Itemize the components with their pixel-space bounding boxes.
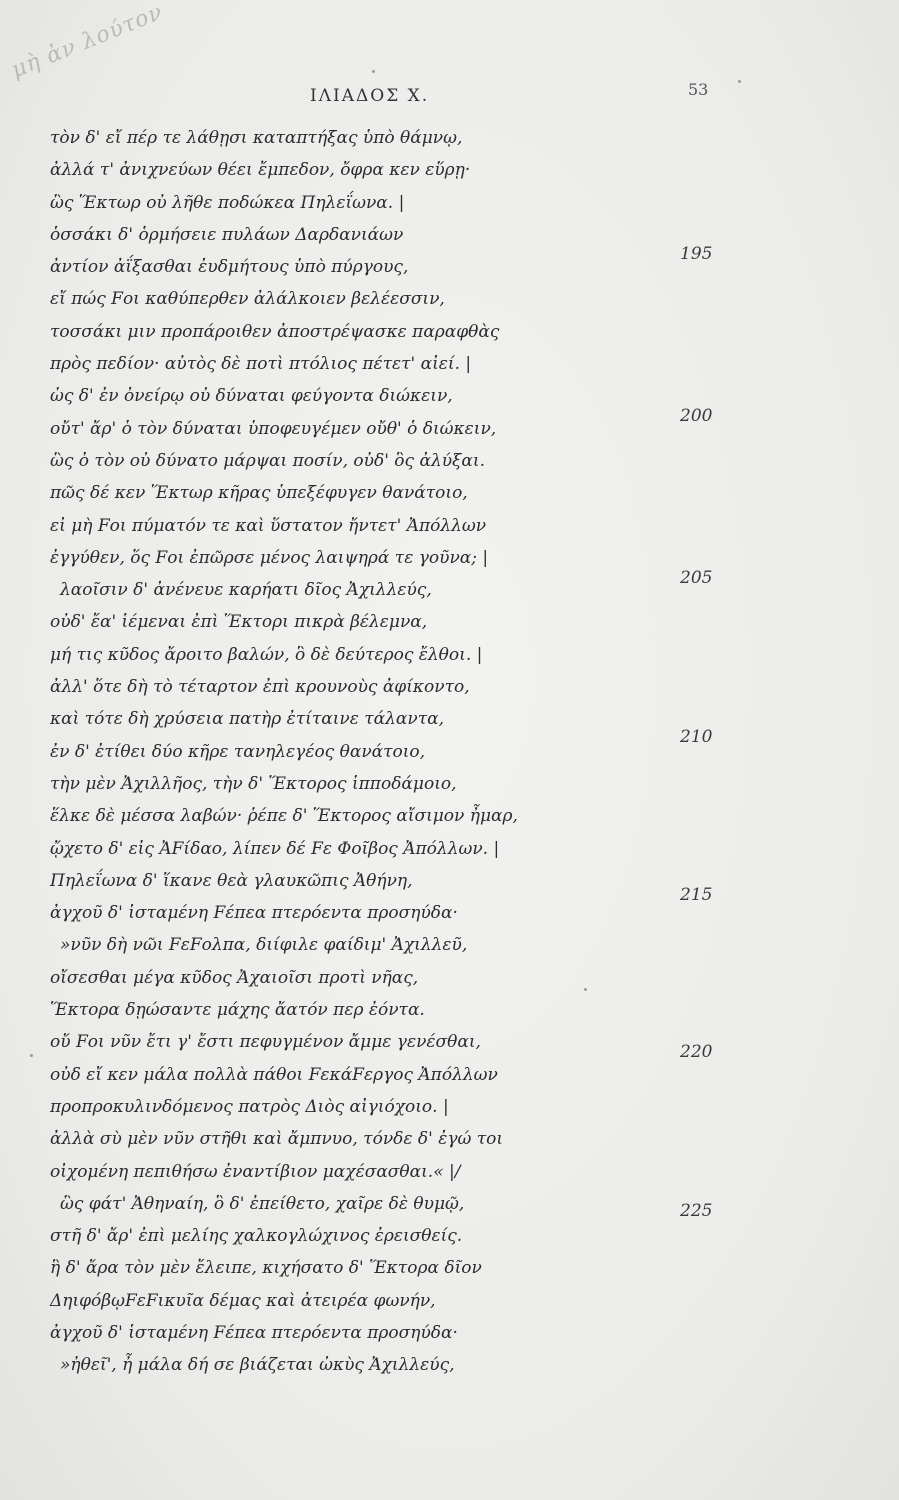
- verse-line: πρὸς πεδίον· αὐτὸς δὲ ποτὶ πτόλιος πέτετ' αἰεί. |: [50, 354, 472, 375]
- verse-line: ἐγγύθεν, ὅς Fοι ἐπῶρσε μένος λαιψηρά τε γοῦνα; |: [50, 547, 489, 568]
- line-number: 205: [680, 568, 713, 588]
- verse-line: ὣς φάτ' Ἀθηναίη, ὃ δ' ἐπείθετο, χαῖρε δὲ θυμῷ,: [60, 1193, 465, 1214]
- verse-line: »ἠθεῖ', ἦ μάλα δή σε βιάζεται ὠκὺς Ἀχιλλεύς,: [60, 1355, 455, 1376]
- verse-line: ἀλλὰ σὺ μὲν νῦν στῆθι καὶ ἄμπνυο, τόνδε δ' ἐγώ τοι: [50, 1129, 504, 1150]
- verse-line: εἴ πώς Fοι καθύπερθεν ἀλάλκοιεν βελέεσσιν,: [50, 289, 445, 310]
- verse-line: ὁσσάκι δ' ὁρμήσειε πυλάων Δαρδανιάων: [50, 224, 404, 245]
- verse-line: ἐν δ' ἐτίθει δύο κῆρε τανηλεγέος θανάτοιο,: [50, 741, 426, 762]
- verse-line: ἀντίον ἀΐξασθαι ἐυδμήτους ὑπὸ πύργους,: [50, 257, 409, 278]
- verse-line: τὴν μὲν Ἀχιλλῆος, τὴν δ' Ἕκτορος ἱπποδάμοιο,: [50, 773, 457, 794]
- line-number: 225: [680, 1201, 713, 1221]
- verse-line: οἰχομένη πεπιθήσω ἐναντίβιον μαχέσασθαι.« |/: [50, 1161, 461, 1182]
- line-number: 195: [680, 244, 713, 264]
- verse-line: ἀλλά τ' ἀνιχνεύων θέει ἔμπεδον, ὄφρα κεν εὕρῃ·: [50, 160, 471, 181]
- verse-line: Πηλεΐωνα δ' ἵκανε θεὰ γλαυκῶπις Ἀθήνη,: [50, 870, 413, 891]
- verse-line: καὶ τότε δὴ χρύσεια πατὴρ ἐτίταινε τάλαντα,: [50, 709, 445, 730]
- verse-line: προπροκυλινδόμενος πατρὸς Διὸς αἰγιόχοιο. |: [50, 1096, 449, 1117]
- verse-line: τοσσάκι μιν προπάροιθεν ἀποστρέψασκε παραφθὰς: [50, 321, 500, 342]
- verse-line: ἕλκε δὲ μέσσα λαβών· ῥέπε δ' Ἕκτορος αἴσιμον ἦμαρ,: [50, 806, 518, 827]
- page-number: 53: [688, 80, 709, 99]
- verse-line: οὔ Fοι νῦν ἔτι γ' ἔστι πεφυγμένον ἄμμε γενέσθαι,: [50, 1032, 481, 1053]
- verse-line: οὔτ' ἄρ' ὁ τὸν δύναται ὑποφευγέμεν οὔθ' ὁ διώκειν,: [50, 418, 497, 439]
- verse-line: μή τις κῦδος ἄροιτο βαλών, ὃ δὲ δεύτερος ἔλθοι. |: [50, 644, 483, 665]
- verse-line: »νῦν δὴ νῶι FεFολπα, διίφιλε φαίδιμ' Ἀχιλλεῦ,: [60, 935, 468, 956]
- verse-line: ἀγχοῦ δ' ἱσταμένη Fέπεα πτερόεντα προσηύδα·: [50, 1322, 458, 1343]
- verse-line: λαοῖσιν δ' ἀνένευε καρήατι δῖος Ἀχιλλεύς,: [60, 580, 432, 601]
- verse-line: ΔηιφόβῳFεFικυῖα δέμας καὶ ἀτειρέα φωνήν,: [50, 1290, 436, 1311]
- verse-line: ἀγχοῦ δ' ἱσταμένη Fέπεα πτερόεντα προσηύδα·: [50, 903, 458, 924]
- paper-speck: [30, 1054, 33, 1057]
- verse-line: ὡς δ' ἐν ὀνείρῳ οὐ δύναται φεύγοντα διώκειν,: [50, 386, 453, 407]
- paper-speck: [372, 70, 375, 73]
- line-number: 210: [680, 727, 713, 747]
- verse-line: οὐδ' ἔα' ἱέμεναι ἐπὶ Ἕκτορι πικρὰ βέλεμνα,: [50, 612, 428, 633]
- running-head: ΙΛΙΑΔΟΣ Χ.: [310, 86, 430, 106]
- verse-line: ᾤχετο δ' εἰς ἈFίδαο, λίπεν δέ Fε Φοῖβος Ἀπόλλων. |: [50, 838, 500, 859]
- verse-line: πῶς δέ κεν Ἕκτωρ κῆρας ὑπεξέφυγεν θανάτοιο,: [50, 483, 468, 504]
- verse-line: στῆ δ' ἄρ' ἐπὶ μελίης χαλκογλώχινος ἐρεισθείς.: [50, 1226, 463, 1247]
- paper-speck: [738, 80, 741, 83]
- verse-line: Ἕκτορα δῃώσαντε μάχης ἄατόν περ ἐόντα.: [50, 1000, 425, 1021]
- line-number: 215: [680, 885, 713, 905]
- line-number: 200: [680, 406, 713, 426]
- verse-line: οὐδ εἴ κεν μάλα πολλὰ πάθοι FεκάFεργος Ἀπόλλων: [50, 1064, 498, 1085]
- handwritten-margin-note: μὴ ἀν λούτον: [8, 0, 167, 84]
- paper-speck: [584, 988, 587, 991]
- line-number: 220: [680, 1042, 713, 1062]
- verse-line: εἰ μὴ Fοι πύματόν τε καὶ ὕστατον ἤντετ' Ἀπόλλων: [50, 515, 487, 536]
- verse-block: [50, 122, 650, 1382]
- verse-line: οἴσεσθαι μέγα κῦδος Ἀχαιοῖσι προτὶ νῆας,: [50, 967, 419, 988]
- verse-line: ἣ δ' ἄρα τὸν μὲν ἔλειπε, κιχήσατο δ' Ἕκτορα δῖον: [50, 1258, 482, 1279]
- verse-line: τὸν δ' εἴ πέρ τε λάθῃσι καταπτήξας ὑπὸ θάμνῳ,: [50, 128, 463, 148]
- verse-line: ἀλλ' ὅτε δὴ τὸ τέταρτον ἐπὶ κρουνοὺς ἀφίκοντο,: [50, 677, 470, 698]
- verse-line: ὣς ὁ τὸν οὐ δύνατο μάρψαι ποσίν, οὐδ' ὃς ἀλύξαι.: [50, 450, 485, 471]
- verse-line: ὣς Ἕκτωρ οὐ λῆθε ποδώκεα Πηλεΐωνα. |: [50, 192, 405, 213]
